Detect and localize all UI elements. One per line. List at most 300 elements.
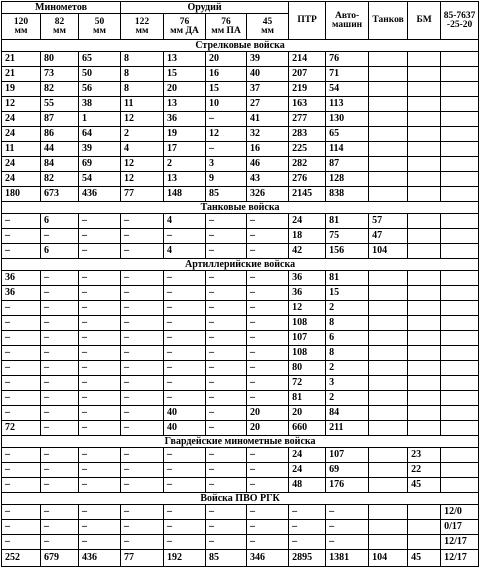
table-cell: 130 [326, 112, 369, 127]
table-cell: – [247, 301, 289, 316]
table-cell: – [2, 463, 41, 478]
table-cell: 4 [121, 142, 164, 157]
table-cell: – [247, 478, 289, 493]
table-cell: 37 [247, 82, 289, 97]
table-cell: 2 [121, 127, 164, 142]
table-cell: 12 [2, 97, 41, 112]
table-cell: 23 [408, 448, 441, 463]
table-cell: – [206, 421, 247, 436]
table-cell [369, 361, 408, 376]
table-cell: 15 [326, 286, 369, 301]
table-cell: 39 [247, 52, 289, 67]
table-cell: – [79, 214, 121, 229]
table-cell: – [164, 505, 206, 520]
table-cell: – [2, 448, 41, 463]
table-cell: 20 [247, 421, 289, 436]
total-cell: 1381 [326, 550, 369, 567]
header-group-mortars: Минометов [2, 2, 121, 14]
table-cell [369, 97, 408, 112]
table-cell: 73 [41, 67, 79, 82]
table-cell [369, 316, 408, 331]
table-cell [441, 82, 479, 97]
table-cell: – [206, 361, 247, 376]
table-cell: 75 [326, 229, 369, 244]
table-cell: 2 [326, 301, 369, 316]
table-cell [408, 244, 441, 259]
table-cell: – [121, 361, 164, 376]
table-cell: – [121, 271, 164, 286]
table-cell [369, 187, 408, 202]
table-cell: – [2, 535, 41, 550]
table-cell [408, 520, 441, 535]
table-cell: 39 [79, 142, 121, 157]
table-cell: – [41, 346, 79, 361]
header-col-atr: ПТР [289, 2, 326, 40]
table-cell: – [206, 142, 247, 157]
table-cell: – [121, 301, 164, 316]
header-col-bm: БМ [408, 2, 441, 40]
table-cell [408, 406, 441, 421]
total-cell: 85 [206, 550, 247, 567]
table-cell [408, 142, 441, 157]
table-cell: 13 [164, 172, 206, 187]
table-cell: 69 [79, 157, 121, 172]
table-cell: – [121, 505, 164, 520]
total-cell: 436 [79, 550, 121, 567]
table-cell: – [41, 535, 79, 550]
total-cell: 45 [408, 550, 441, 567]
table-cell: 27 [247, 97, 289, 112]
table-cell: 55 [41, 97, 79, 112]
table-cell: 20 [289, 406, 326, 421]
table-cell: 12 [206, 127, 247, 142]
table-cell: – [41, 448, 79, 463]
table-cell [441, 172, 479, 187]
table-row [2, 112, 479, 127]
table-cell: – [121, 520, 164, 535]
table-cell: – [79, 316, 121, 331]
table-cell: 47 [369, 229, 408, 244]
total-cell: 12/17 [441, 550, 479, 567]
table-cell: 19 [2, 82, 41, 97]
table-cell: – [41, 505, 79, 520]
table-cell: 12 [121, 157, 164, 172]
table-cell [441, 448, 479, 463]
section-header-row [2, 259, 479, 271]
table-cell [408, 82, 441, 97]
table-cell: 24 [289, 463, 326, 478]
table-cell [441, 463, 479, 478]
table-cell: – [41, 478, 79, 493]
table-row [2, 244, 479, 259]
table-cell: – [2, 331, 41, 346]
table-cell: 8 [121, 82, 164, 97]
table-cell [369, 127, 408, 142]
table-cell: 32 [247, 127, 289, 142]
table-cell: 4 [164, 244, 206, 259]
table-cell: – [121, 535, 164, 550]
table-cell: 2 [326, 361, 369, 376]
header-col-50mm: 50 мм [79, 14, 121, 40]
table-cell: 6 [41, 244, 79, 259]
table-cell [441, 331, 479, 346]
table-cell [408, 286, 441, 301]
table-row [2, 478, 479, 493]
table-cell: 219 [289, 82, 326, 97]
table-cell: 56 [79, 82, 121, 97]
table-cell: 12 [289, 301, 326, 316]
table-cell: 180 [2, 187, 41, 202]
table-cell: 24 [2, 127, 41, 142]
table-cell [369, 346, 408, 361]
table-cell: 17 [164, 142, 206, 157]
table-cell: 81 [326, 271, 369, 286]
table-cell [441, 376, 479, 391]
table-cell [369, 301, 408, 316]
table-cell: – [2, 346, 41, 361]
table-cell: 69 [326, 463, 369, 478]
table-cell: 148 [164, 187, 206, 202]
table-cell: – [121, 346, 164, 361]
table-cell [441, 187, 479, 202]
table-cell [369, 271, 408, 286]
table-cell: 38 [79, 97, 121, 112]
table-cell [408, 172, 441, 187]
table-cell: – [2, 406, 41, 421]
table-cell: 48 [289, 478, 326, 493]
table-cell: 107 [289, 331, 326, 346]
table-cell: 65 [326, 127, 369, 142]
table-cell: – [289, 505, 326, 520]
table-row [2, 505, 479, 520]
table-cell: 838 [326, 187, 369, 202]
table-cell: 214 [289, 52, 326, 67]
table-cell: – [164, 535, 206, 550]
table-cell: 225 [289, 142, 326, 157]
table-cell [408, 97, 441, 112]
table-cell [408, 229, 441, 244]
table-cell: – [247, 244, 289, 259]
table-cell: 54 [326, 82, 369, 97]
table-cell: – [79, 286, 121, 301]
section-title: Стрелковые войска [2, 40, 479, 52]
table-cell [408, 127, 441, 142]
table-cell: 46 [247, 157, 289, 172]
table-cell: – [247, 214, 289, 229]
table-cell: 3 [326, 376, 369, 391]
table-cell: – [206, 271, 247, 286]
table-cell: – [79, 535, 121, 550]
table-cell: – [247, 316, 289, 331]
table-cell: – [41, 316, 79, 331]
table-cell: – [247, 463, 289, 478]
table-cell: – [79, 271, 121, 286]
table-cell: 13 [164, 52, 206, 67]
table-cell: – [206, 244, 247, 259]
table-cell [408, 331, 441, 346]
total-row [2, 550, 479, 567]
section-title: Войска ПВО РГК [2, 493, 479, 505]
table-cell: – [326, 505, 369, 520]
table-cell: 2 [164, 157, 206, 172]
table-cell: 77 [121, 187, 164, 202]
table-cell: 24 [289, 448, 326, 463]
table-cell: 211 [326, 421, 369, 436]
table-cell: – [41, 391, 79, 406]
table-cell: 11 [2, 142, 41, 157]
table-cell [408, 421, 441, 436]
table-cell: 114 [326, 142, 369, 157]
table-cell: 84 [41, 157, 79, 172]
table-cell: – [121, 214, 164, 229]
table-cell: 18 [289, 229, 326, 244]
table-cell: 36 [289, 271, 326, 286]
table-cell: – [79, 406, 121, 421]
header-col-82mm: 82 мм [41, 14, 79, 40]
table-cell: – [121, 376, 164, 391]
table-cell [441, 406, 479, 421]
header-col-122mm: 122 мм [121, 14, 164, 40]
table-cell: – [121, 448, 164, 463]
table-cell: 6 [326, 331, 369, 346]
table-cell [369, 406, 408, 421]
table-cell: – [79, 391, 121, 406]
table-row [2, 142, 479, 157]
table-cell: – [206, 346, 247, 361]
table-cell: 283 [289, 127, 326, 142]
table-cell: – [79, 520, 121, 535]
table-cell [369, 157, 408, 172]
table-cell: 10 [206, 97, 247, 112]
table-cell: – [164, 346, 206, 361]
total-cell: 2895 [289, 550, 326, 567]
table-cell: 40 [164, 421, 206, 436]
table-cell [441, 271, 479, 286]
table-cell: – [206, 316, 247, 331]
table-cell: – [206, 229, 247, 244]
table-cell: – [79, 463, 121, 478]
table-cell: 12 [121, 112, 164, 127]
table-cell [369, 286, 408, 301]
table-cell: – [2, 214, 41, 229]
table-cell: 113 [326, 97, 369, 112]
table-cell: – [247, 505, 289, 520]
table-cell: 36 [2, 286, 41, 301]
table-cell [408, 301, 441, 316]
header-col-76mm-pa: 76 мм ПА [206, 14, 247, 40]
table-cell: 20 [206, 52, 247, 67]
table-cell: 40 [164, 406, 206, 421]
table-cell [369, 505, 408, 520]
table-cell: – [79, 478, 121, 493]
table-cell: 12 [121, 172, 164, 187]
table-cell: – [79, 244, 121, 259]
table-cell [369, 142, 408, 157]
table-cell [408, 67, 441, 82]
table-cell: – [206, 376, 247, 391]
table-cell: 45 [408, 478, 441, 493]
table-cell [441, 421, 479, 436]
table-cell: 8 [326, 346, 369, 361]
table-cell: – [164, 448, 206, 463]
table-cell: 108 [289, 346, 326, 361]
table-cell: 24 [289, 214, 326, 229]
table-cell [408, 361, 441, 376]
table-cell: – [289, 520, 326, 535]
table-cell: 72 [2, 421, 41, 436]
table-cell: – [247, 331, 289, 346]
table-cell [369, 448, 408, 463]
table-cell: – [121, 406, 164, 421]
table-cell: – [121, 331, 164, 346]
table-cell: 6 [41, 214, 79, 229]
table-cell: 84 [326, 406, 369, 421]
table-cell: 87 [326, 157, 369, 172]
table-cell: – [164, 376, 206, 391]
table-cell: – [79, 376, 121, 391]
table-cell: 277 [289, 112, 326, 127]
table-cell: – [79, 448, 121, 463]
table-cell: – [206, 301, 247, 316]
table-cell: 54 [79, 172, 121, 187]
table-cell: – [164, 286, 206, 301]
table-cell: 20 [164, 82, 206, 97]
table-cell: – [164, 391, 206, 406]
table-cell [408, 157, 441, 172]
table-cell: – [2, 478, 41, 493]
table-row [2, 187, 479, 202]
table-cell: 82 [41, 82, 79, 97]
table-row [2, 286, 479, 301]
table-cell: – [206, 505, 247, 520]
table-cell: – [247, 520, 289, 535]
table-cell: 16 [206, 67, 247, 82]
table-cell: – [164, 361, 206, 376]
table-row [2, 52, 479, 67]
table-cell: – [79, 301, 121, 316]
table-row [2, 391, 479, 406]
table-row [2, 361, 479, 376]
header-col-120mm: 120 мм [2, 14, 41, 40]
table-cell: – [121, 244, 164, 259]
table-cell: 76 [326, 52, 369, 67]
table-cell: 156 [326, 244, 369, 259]
header-col-code: 85-7637 -25-20 [441, 2, 479, 40]
table-cell [369, 331, 408, 346]
table-cell [441, 346, 479, 361]
table-cell [408, 505, 441, 520]
table-body [2, 2, 479, 567]
table-cell: – [247, 361, 289, 376]
table-cell: 163 [289, 97, 326, 112]
table-cell: – [2, 229, 41, 244]
table-row [2, 448, 479, 463]
table-row [2, 316, 479, 331]
table-cell: – [2, 505, 41, 520]
table-cell [369, 67, 408, 82]
table-cell [441, 67, 479, 82]
table-cell: – [247, 391, 289, 406]
table-cell: 40 [247, 67, 289, 82]
table-row [2, 463, 479, 478]
table-cell: – [41, 361, 79, 376]
table-cell: 24 [2, 157, 41, 172]
header-col-45mm: 45 мм [247, 14, 289, 40]
table-cell [441, 316, 479, 331]
table-cell: – [164, 301, 206, 316]
table-cell: 43 [247, 172, 289, 187]
table-cell: 0/17 [441, 520, 479, 535]
table-cell [408, 346, 441, 361]
table-cell [408, 187, 441, 202]
table-cell: – [121, 463, 164, 478]
table-cell: – [247, 229, 289, 244]
table-cell: 2145 [289, 187, 326, 202]
table-cell: – [164, 478, 206, 493]
table-cell: – [41, 463, 79, 478]
table-cell: – [206, 478, 247, 493]
table-cell [369, 520, 408, 535]
table-cell: 36 [164, 112, 206, 127]
section-header-row [2, 40, 479, 52]
table-cell: 21 [2, 52, 41, 67]
table-cell: – [79, 421, 121, 436]
section-title: Артиллерийские войска [2, 259, 479, 271]
table-cell: 13 [164, 97, 206, 112]
table-row [2, 520, 479, 535]
table-cell: 9 [206, 172, 247, 187]
table-row [2, 214, 479, 229]
table-cell: – [247, 346, 289, 361]
table-cell: 8 [121, 67, 164, 82]
header-col-76mm-da: 76 мм ДА [164, 14, 206, 40]
table-cell [441, 229, 479, 244]
table-cell: – [41, 286, 79, 301]
table-cell: – [41, 229, 79, 244]
table-cell: 85 [206, 187, 247, 202]
table-cell: 12/0 [441, 505, 479, 520]
table-cell: – [41, 271, 79, 286]
table-cell: – [206, 448, 247, 463]
table-cell [408, 271, 441, 286]
table-cell: 207 [289, 67, 326, 82]
table-cell: 4 [164, 214, 206, 229]
table-cell: – [247, 376, 289, 391]
table-cell: – [121, 229, 164, 244]
table-cell: – [164, 316, 206, 331]
table-cell: – [247, 535, 289, 550]
table-cell: 108 [289, 316, 326, 331]
table-cell: 8 [121, 52, 164, 67]
table-cell [441, 214, 479, 229]
section-header-row [2, 493, 479, 505]
header-group-guns: Орудий [121, 2, 289, 14]
table-cell [441, 244, 479, 259]
table-cell: 16 [247, 142, 289, 157]
table-cell: – [2, 391, 41, 406]
table-cell: – [41, 520, 79, 535]
table-cell: 11 [121, 97, 164, 112]
total-cell: 192 [164, 550, 206, 567]
table-cell [369, 52, 408, 67]
table-cell: – [2, 316, 41, 331]
table-cell [441, 478, 479, 493]
table-cell [408, 535, 441, 550]
table-cell: 107 [326, 448, 369, 463]
table-row [2, 82, 479, 97]
table-cell: – [79, 229, 121, 244]
table-cell: 128 [326, 172, 369, 187]
